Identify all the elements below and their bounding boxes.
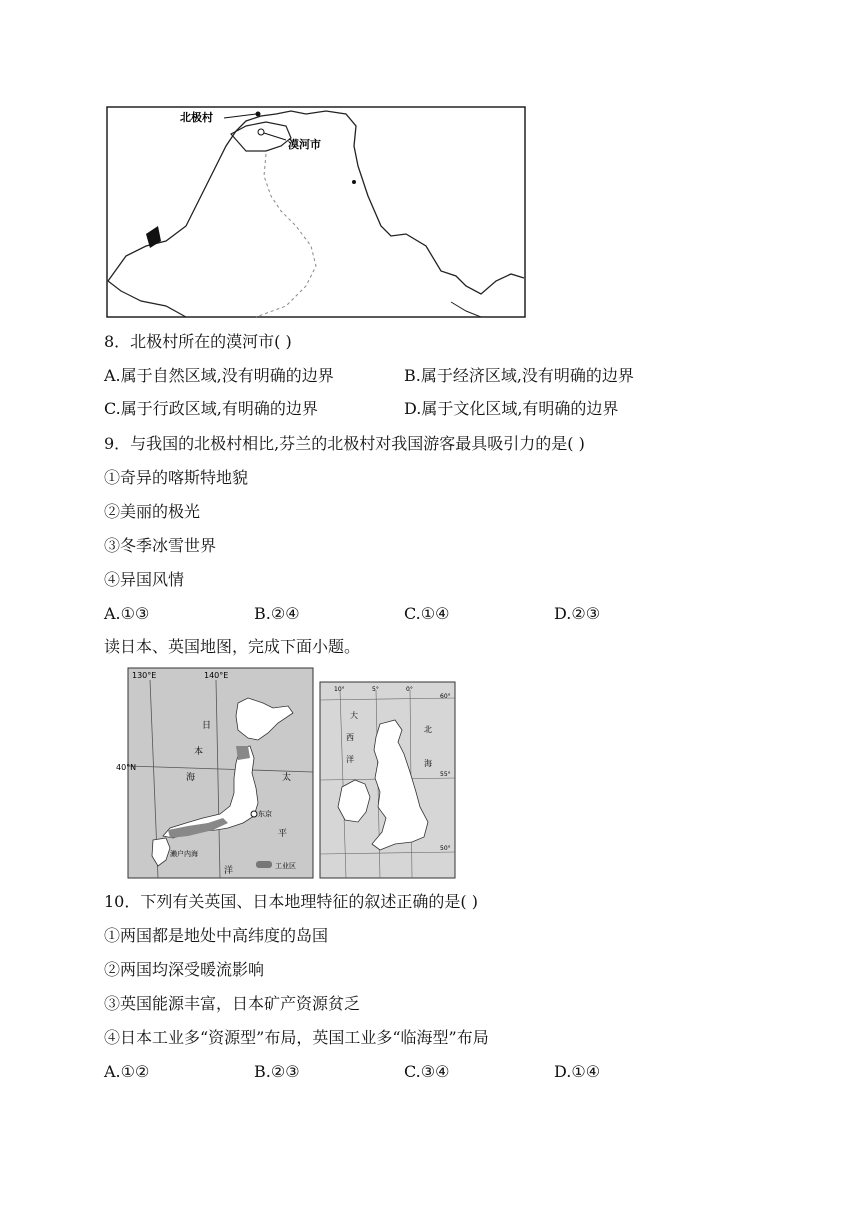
q10-item-2: ②两国均深受暖流影响: [104, 960, 265, 979]
q10-option-c[interactable]: C.③④: [404, 1062, 450, 1081]
north-sea-hai: 海: [424, 759, 432, 768]
beiji-village-label: 北极村: [180, 111, 213, 124]
uk-map: [320, 682, 455, 878]
atlantic-xi: 西: [346, 733, 354, 742]
lat-40-label: 40°N: [116, 763, 137, 772]
q9-item-4: ④异国风情: [104, 570, 185, 589]
north-sea-bei: 北: [424, 725, 432, 734]
atlantic-yang: 洋: [346, 755, 354, 764]
mohe-map: [106, 106, 526, 318]
q10-option-d[interactable]: D.①④: [554, 1062, 601, 1081]
q9-option-a[interactable]: A.①③: [104, 604, 150, 623]
q9-item-1: ①奇异的喀斯特地貌: [104, 468, 249, 487]
mohe-city-label: 漠河市: [288, 138, 321, 151]
q10-item-1: ①两国都是地处中高纬度的岛国: [104, 926, 329, 945]
sea-of-japan-ben: 本: [194, 747, 204, 757]
lat-50-label: 50°: [440, 845, 451, 852]
pacific-yang: 洋: [224, 866, 234, 876]
q8-option-c[interactable]: C.属于行政区域,有明确的边界: [104, 399, 318, 418]
reading-intro: 读日本、英国地图，完成下面小题。: [104, 637, 361, 656]
q8-option-b[interactable]: B.属于经济区域,没有明确的边界: [404, 366, 634, 385]
q10-option-b[interactable]: B.②③: [254, 1062, 300, 1081]
seto-inland-sea-label: 濑户内海: [170, 850, 198, 858]
pacific-ping: 平: [278, 829, 288, 839]
q10-item-3: ③英国能源丰富，日本矿产资源贫乏: [104, 994, 361, 1013]
q9-item-3: ③冬季冰雪世界: [104, 536, 217, 555]
q9-option-b[interactable]: B.②④: [254, 604, 300, 623]
industrial-zone-legend: 工业区: [275, 862, 296, 870]
sea-of-japan-hai: 海: [186, 773, 196, 783]
lon-130-label: 130°E: [132, 671, 157, 680]
lon-5-label: 5°: [372, 686, 379, 693]
lon-140-label: 140°E: [204, 671, 229, 680]
q10-stem: 10．下列有关英国、日本地理特征的叙述正确的是( ): [104, 892, 478, 911]
lon-0-label: 0°: [406, 686, 413, 693]
atlantic-da: 大: [350, 711, 358, 720]
tokyo-label: 东京: [258, 810, 272, 818]
lat-55-label: 55°: [440, 771, 451, 778]
q9-option-c[interactable]: C.①④: [404, 604, 450, 623]
q9-option-d[interactable]: D.②③: [554, 604, 601, 623]
lat-60-label: 60°: [440, 693, 451, 700]
q8-option-a[interactable]: A.属于自然区域,没有明确的边界: [104, 366, 334, 385]
q8-stem: 8．北极村所在的漠河市( ): [104, 332, 292, 351]
q9-item-2: ②美丽的极光: [104, 502, 201, 521]
q9-stem: 9．与我国的北极村相比,芬兰的北极村对我国游客最具吸引力的是( ): [104, 434, 585, 453]
q10-option-a[interactable]: A.①②: [104, 1062, 150, 1081]
sea-of-japan-ri: 日: [202, 721, 212, 731]
japan-map: [116, 668, 313, 878]
pacific-tai: 太: [282, 773, 292, 783]
q8-option-d[interactable]: D.属于文化区域,有明确的边界: [404, 399, 619, 418]
lon-10-label: 10°: [334, 686, 345, 693]
q10-item-4: ④日本工业多“资源型”布局，英国工业多“临海型”布局: [104, 1028, 489, 1047]
